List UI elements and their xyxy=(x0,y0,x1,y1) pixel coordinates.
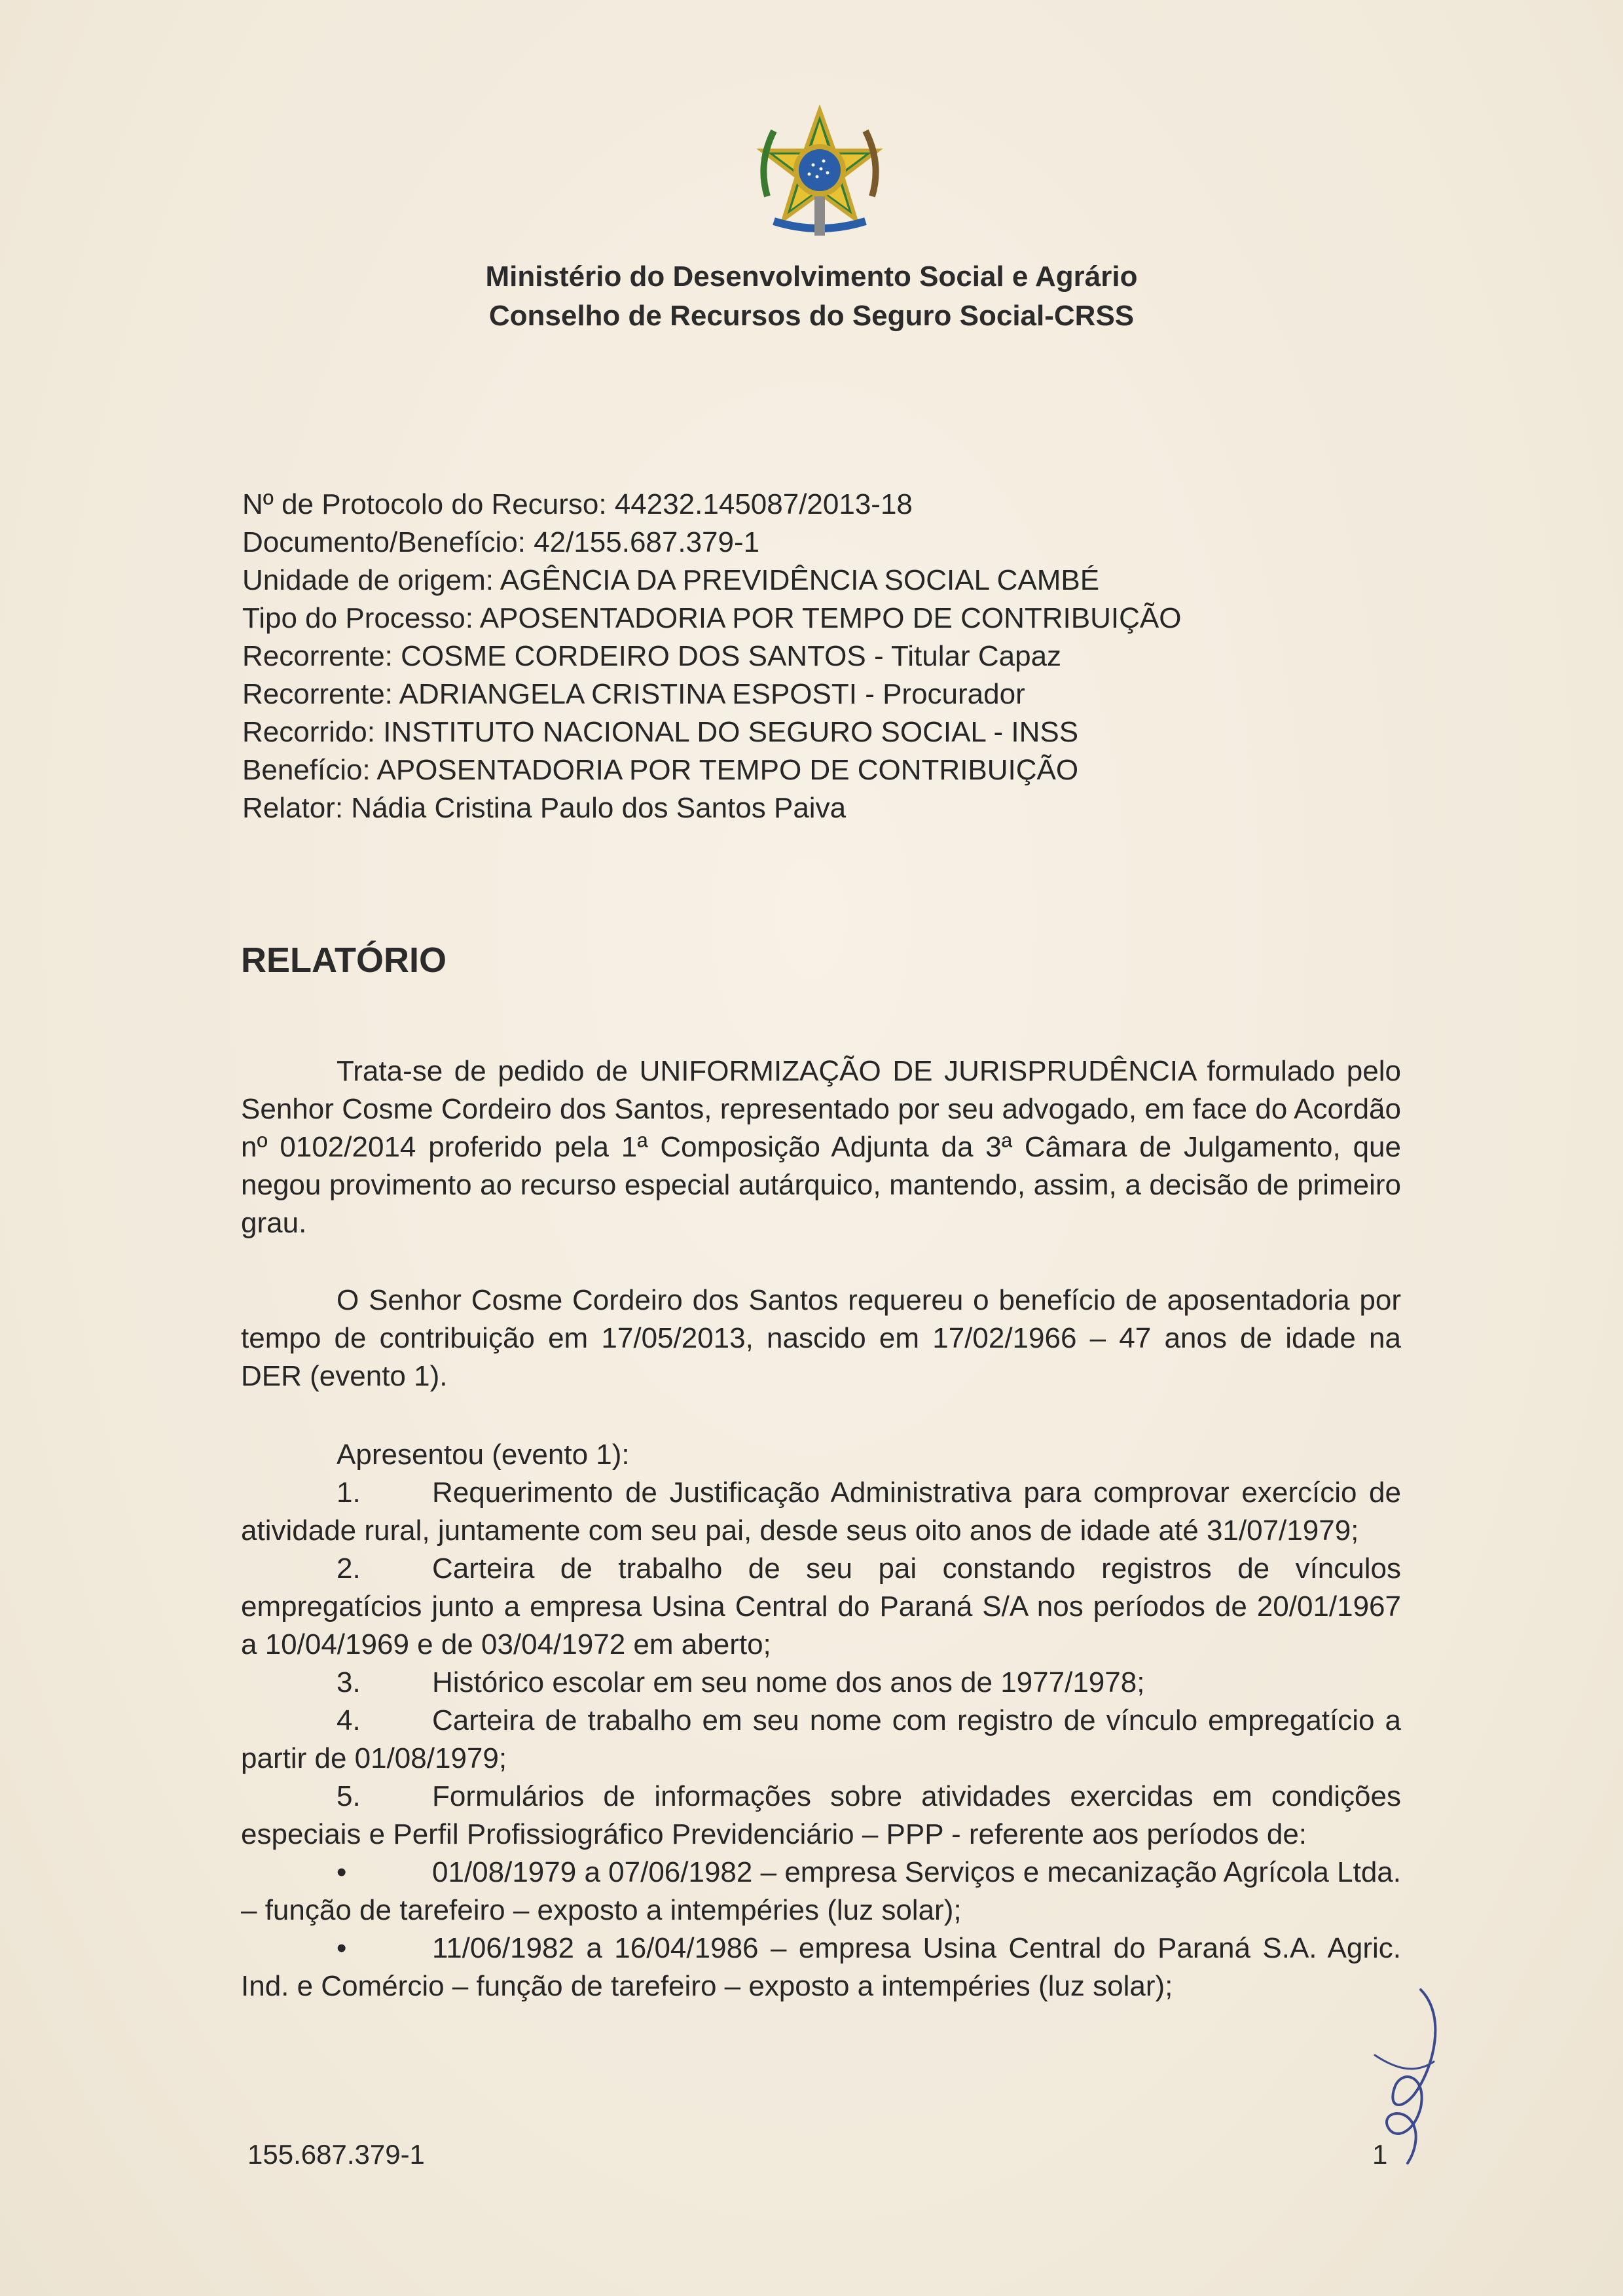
list-item xyxy=(241,1664,1401,1702)
section-title: RELATÓRIO xyxy=(241,941,447,980)
page-number: 1 xyxy=(1372,2139,1388,2170)
item-text: Carteira de trabalho em seu nome com registro de vínculo empregatício a partir de 01/08/1979; xyxy=(241,1704,1401,1774)
brazil-coat-of-arms-icon xyxy=(754,105,885,242)
bullet-item xyxy=(241,1929,1401,2005)
list-intro: Apresentou (evento 1): xyxy=(337,1439,630,1471)
paragraph: Trata-se de pedido de UNIFORMIZAÇÃO DE JURISPRUDÊNCIA formulado pelo Senhor Cosme Cordeiro dos Santos, representado por seu advogado, em face do Acordão nº 0102/2014 proferido pela 1ª Composição Adjunta da 3ª Câmara de Julgamento, que negou provimento ao recurso especial autárquico, mantendo, assim, a decisão de primeiro grau. xyxy=(241,1055,1401,1239)
list-item xyxy=(241,1778,1401,1854)
item-text: Requerimento de Justificação Administrativa para comprovar exercício de atividade rural, juntamente com seu pai, desde seus oito anos de idade até 31/07/1979; xyxy=(241,1477,1401,1547)
item-number: 3. xyxy=(337,1666,361,1698)
item-number: 2. xyxy=(337,1552,361,1585)
item-number: 1. xyxy=(337,1477,361,1509)
list-item xyxy=(241,1550,1401,1664)
meta-line: Relator: Nádia Cristina Paulo dos Santos Paiva xyxy=(242,792,847,824)
bullet-item xyxy=(241,1854,1401,1929)
item-text: Formulários de informações sobre atividades exercidas em condições especiais e Perfil Profissiográfico Previdenciário – PPP - referente aos períodos de: xyxy=(241,1780,1401,1850)
list-item xyxy=(241,1474,1401,1550)
meta-line: Recorrente: ADRIANGELA CRISTINA ESPOSTI - Procurador xyxy=(242,678,1025,710)
meta-line: Benefício: APOSENTADORIA POR TEMPO DE CONTRIBUIÇÃO xyxy=(242,754,1079,786)
meta-line: Unidade de origem: AGÊNCIA DA PREVIDÊNCIA SOCIAL CAMBÉ xyxy=(242,564,1100,596)
meta-line: Recorrente: COSME CORDEIRO DOS SANTOS - Titular Capaz xyxy=(242,640,1062,672)
bullet-text: 11/06/1982 a 16/04/1986 – empresa Usina Central do Paraná S.A. Agric. Ind. e Comércio – função de tarefeiro – exposto a intempéries (luz solar); xyxy=(241,1932,1401,2002)
meta-line: Nº de Protocolo do Recurso: 44232.145087/2013-18 xyxy=(242,488,913,520)
evidence-list xyxy=(241,1436,1401,2005)
list-item xyxy=(241,1702,1401,1778)
item-text: Histórico escolar em seu nome dos anos de 1977/1978; xyxy=(432,1666,1145,1698)
footer-document-number: 155.687.379-1 xyxy=(247,2139,425,2170)
bullet-icon: • xyxy=(337,1932,347,1964)
item-number: 4. xyxy=(337,1704,361,1736)
item-text: Carteira de trabalho de seu pai constando registros de vínculos empregatícios junto a empresa Usina Central do Paraná S/A nos períodos de 20/01/1967 a 10/04/1969 e de 03/04/1972 em aberto; xyxy=(241,1552,1401,1660)
bullet-icon: • xyxy=(337,1856,347,1888)
council-heading: Conselho de Recursos do Seguro Social-CRSS xyxy=(488,300,1135,332)
item-number: 5. xyxy=(337,1780,361,1812)
meta-line: Documento/Benefício: 42/155.687.379-1 xyxy=(242,526,760,558)
ministry-heading: Ministério do Desenvolvimento Social e Agrário xyxy=(485,260,1138,293)
signature-icon xyxy=(1349,1977,1447,2173)
bullet-text: 01/08/1979 a 07/06/1982 – empresa Serviços e mecanização Agrícola Ltda. – função de tarefeiro – exposto a intempéries (luz solar); xyxy=(241,1856,1401,1926)
meta-line: Recorrido: INSTITUTO NACIONAL DO SEGURO SOCIAL - INSS xyxy=(242,716,1079,748)
meta-line: Tipo do Processo: APOSENTADORIA POR TEMPO DE CONTRIBUIÇÃO xyxy=(242,602,1182,634)
paragraph: O Senhor Cosme Cordeiro dos Santos requereu o benefício de aposentadoria por tempo de contribuição em 17/05/2013, nascido em 17/02/1966 – 47 anos de idade na DER (evento 1). xyxy=(241,1284,1401,1392)
process-metadata xyxy=(242,486,1181,827)
